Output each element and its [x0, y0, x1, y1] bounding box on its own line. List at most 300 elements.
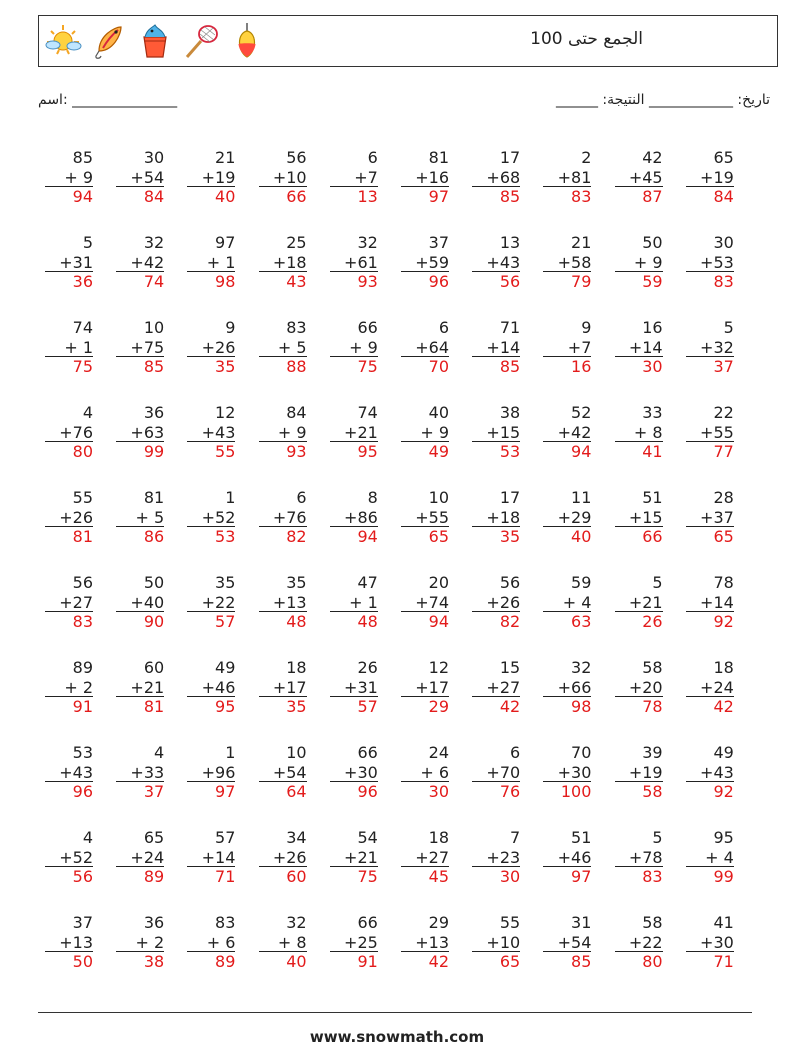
addition-problem — [543, 658, 591, 717]
answer: 77 — [713, 442, 734, 461]
second-addend: +33 — [116, 763, 164, 783]
second-addend: +18 — [259, 253, 307, 273]
student-info-row — [38, 92, 770, 112]
addition-problem — [187, 573, 235, 632]
answer: 84 — [143, 187, 165, 206]
second-addend: + 5 — [116, 508, 164, 528]
answer: 48 — [357, 612, 378, 631]
second-addend: +14 — [686, 593, 734, 613]
answer: 85 — [499, 357, 521, 376]
second-addend: +26 — [187, 338, 235, 358]
addition-problem — [330, 403, 378, 462]
addition-problem — [543, 488, 591, 547]
answer: 96 — [72, 782, 93, 801]
first-addend: 12 — [428, 658, 449, 677]
answer: 81 — [72, 527, 93, 546]
first-addend: 6 — [510, 743, 521, 762]
answer: 50 — [72, 952, 93, 971]
first-addend: 58 — [642, 913, 663, 932]
addition-problem — [615, 318, 663, 377]
answer: 97 — [215, 782, 236, 801]
first-addend: 4 — [82, 828, 93, 847]
second-addend: +43 — [187, 423, 235, 443]
first-addend: 6 — [296, 488, 307, 507]
answer: 91 — [72, 697, 93, 716]
second-addend: +15 — [472, 423, 520, 443]
second-addend: + 1 — [187, 253, 235, 273]
addition-problem — [187, 828, 235, 887]
answer: 96 — [428, 272, 449, 291]
second-addend: +30 — [686, 933, 734, 953]
answer: 59 — [642, 272, 663, 291]
first-addend: 66 — [357, 913, 378, 932]
first-addend: 4 — [82, 403, 93, 422]
answer: 85 — [143, 357, 165, 376]
second-addend: + 6 — [401, 763, 449, 783]
answer: 99 — [143, 442, 165, 461]
second-addend: +52 — [187, 508, 235, 528]
answer: 42 — [499, 697, 521, 716]
answer: 49 — [428, 442, 449, 461]
second-addend: +66 — [543, 678, 591, 698]
second-addend: +81 — [543, 168, 591, 188]
second-addend: +17 — [401, 678, 449, 698]
answer: 94 — [72, 187, 93, 206]
first-addend: 38 — [499, 403, 521, 422]
answer: 79 — [571, 272, 592, 291]
second-addend: + 9 — [45, 168, 93, 188]
addition-problem — [472, 233, 520, 292]
second-addend: +27 — [401, 848, 449, 868]
second-addend: +76 — [259, 508, 307, 528]
addition-problem — [543, 743, 591, 802]
second-addend: +30 — [543, 763, 591, 783]
second-addend: + 5 — [259, 338, 307, 358]
first-addend: 89 — [72, 658, 93, 677]
addition-problem — [45, 233, 93, 292]
addition-problem — [401, 743, 449, 802]
answer: 80 — [642, 952, 663, 971]
addition-problem — [543, 233, 591, 292]
answer: 48 — [286, 612, 307, 631]
addition-problem — [187, 913, 235, 972]
answer: 92 — [713, 782, 734, 801]
addition-problem — [116, 743, 164, 802]
second-addend: +70 — [472, 763, 520, 783]
addition-problem — [259, 828, 307, 887]
addition-problem — [330, 148, 378, 207]
first-addend: 32 — [286, 913, 307, 932]
first-addend: 25 — [286, 233, 307, 252]
answer: 83 — [713, 272, 734, 291]
first-addend: 35 — [286, 573, 307, 592]
second-addend: +74 — [401, 593, 449, 613]
second-addend: +61 — [330, 253, 378, 273]
addition-problem — [259, 233, 307, 292]
second-addend: +13 — [401, 933, 449, 953]
addition-problem — [116, 658, 164, 717]
first-addend: 32 — [143, 233, 165, 252]
answer: 42 — [713, 697, 734, 716]
first-addend: 74 — [72, 318, 93, 337]
second-addend: +13 — [45, 933, 93, 953]
second-addend: +59 — [401, 253, 449, 273]
first-addend: 58 — [642, 658, 663, 677]
first-addend: 52 — [571, 403, 592, 422]
addition-problem — [259, 658, 307, 717]
first-addend: 30 — [143, 148, 165, 167]
addition-problem — [116, 403, 164, 462]
answer: 66 — [642, 527, 663, 546]
addition-problem — [330, 743, 378, 802]
first-addend: 56 — [72, 573, 93, 592]
answer: 58 — [642, 782, 663, 801]
first-addend: 28 — [713, 488, 734, 507]
first-addend: 57 — [215, 828, 236, 847]
answer: 35 — [286, 697, 307, 716]
addition-problem — [330, 828, 378, 887]
answer: 83 — [571, 187, 592, 206]
answer: 98 — [571, 697, 592, 716]
answer: 83 — [642, 867, 663, 886]
first-addend: 30 — [713, 233, 734, 252]
first-addend: 26 — [357, 658, 378, 677]
answer: 97 — [571, 867, 592, 886]
answer: 35 — [499, 527, 521, 546]
first-addend: 5 — [82, 233, 93, 252]
addition-problem — [401, 573, 449, 632]
second-addend: + 4 — [686, 848, 734, 868]
second-addend: +21 — [615, 593, 663, 613]
header-icons — [43, 19, 267, 63]
answer: 36 — [72, 272, 93, 291]
addition-problem — [615, 488, 663, 547]
addition-problem — [472, 403, 520, 462]
addition-problem — [615, 743, 663, 802]
answer: 70 — [428, 357, 449, 376]
second-addend: +26 — [259, 848, 307, 868]
first-addend: 11 — [571, 488, 592, 507]
addition-problem — [543, 828, 591, 887]
second-addend: + 1 — [330, 593, 378, 613]
first-addend: 97 — [215, 233, 236, 252]
second-addend: +43 — [45, 763, 93, 783]
addition-problem — [686, 318, 734, 377]
first-addend: 1 — [225, 743, 236, 762]
second-addend: +7 — [330, 168, 378, 188]
addition-problem — [330, 318, 378, 377]
first-addend: 54 — [357, 828, 378, 847]
addition-problem — [187, 318, 235, 377]
addition-problem — [116, 913, 164, 972]
first-addend: 29 — [428, 913, 449, 932]
first-addend: 8 — [367, 488, 378, 507]
answer: 65 — [499, 952, 521, 971]
addition-problem — [401, 913, 449, 972]
second-addend: +20 — [615, 678, 663, 698]
first-addend: 74 — [357, 403, 378, 422]
first-addend: 5 — [723, 318, 734, 337]
first-addend: 40 — [428, 403, 449, 422]
addition-problem — [259, 913, 307, 972]
second-addend: +54 — [543, 933, 591, 953]
addition-problem — [472, 913, 520, 972]
addition-problem — [615, 913, 663, 972]
addition-problem — [686, 148, 734, 207]
addition-problem — [330, 658, 378, 717]
footer-divider — [38, 1012, 752, 1013]
second-addend: +22 — [615, 933, 663, 953]
first-addend: 49 — [215, 658, 236, 677]
addition-problem — [472, 743, 520, 802]
first-addend: 10 — [143, 318, 165, 337]
addition-problem — [543, 148, 591, 207]
second-addend: +58 — [543, 253, 591, 273]
first-addend: 18 — [286, 658, 307, 677]
worksheet-header — [38, 15, 778, 67]
answer: 30 — [428, 782, 449, 801]
addition-problem — [259, 743, 307, 802]
first-addend: 47 — [357, 573, 378, 592]
answer: 35 — [215, 357, 236, 376]
second-addend: + 2 — [45, 678, 93, 698]
first-addend: 66 — [357, 743, 378, 762]
second-addend: +19 — [686, 168, 734, 188]
addition-problem — [686, 743, 734, 802]
answer: 82 — [499, 612, 521, 631]
second-addend: + 6 — [187, 933, 235, 953]
second-addend: +26 — [45, 508, 93, 528]
first-addend: 4 — [154, 743, 165, 762]
second-addend: +64 — [401, 338, 449, 358]
addition-problem — [401, 318, 449, 377]
answer: 81 — [143, 697, 165, 716]
addition-problem — [686, 488, 734, 547]
addition-problem — [259, 148, 307, 207]
answer: 90 — [143, 612, 165, 631]
second-addend: +32 — [686, 338, 734, 358]
first-addend: 55 — [72, 488, 93, 507]
second-addend: +63 — [116, 423, 164, 443]
first-addend: 60 — [143, 658, 165, 677]
second-addend: +45 — [615, 168, 663, 188]
answer: 43 — [286, 272, 307, 291]
addition-problem — [686, 828, 734, 887]
addition-problem — [686, 233, 734, 292]
first-addend: 6 — [367, 148, 378, 167]
first-addend: 5 — [652, 828, 663, 847]
second-addend: +27 — [472, 678, 520, 698]
second-addend: +53 — [686, 253, 734, 273]
answer: 40 — [286, 952, 307, 971]
addition-problem — [686, 913, 734, 972]
first-addend: 17 — [499, 488, 521, 507]
addition-problem — [45, 148, 93, 207]
answer: 85 — [499, 187, 521, 206]
second-addend: +21 — [116, 678, 164, 698]
addition-problem — [187, 403, 235, 462]
addition-problem — [543, 318, 591, 377]
second-addend: +19 — [615, 763, 663, 783]
first-addend: 85 — [72, 148, 93, 167]
addition-problem — [472, 573, 520, 632]
answer: 16 — [571, 357, 592, 376]
answer: 71 — [713, 952, 734, 971]
second-addend: +52 — [45, 848, 93, 868]
addition-problem — [116, 318, 164, 377]
second-addend: +7 — [543, 338, 591, 358]
second-addend: +18 — [472, 508, 520, 528]
answer: 89 — [215, 952, 236, 971]
first-addend: 10 — [428, 488, 449, 507]
second-addend: + 9 — [330, 338, 378, 358]
first-addend: 53 — [72, 743, 93, 762]
addition-problem — [45, 403, 93, 462]
answer: 53 — [499, 442, 521, 461]
first-addend: 41 — [713, 913, 734, 932]
answer: 60 — [286, 867, 307, 886]
second-addend: +10 — [472, 933, 520, 953]
answer: 95 — [215, 697, 236, 716]
second-addend: +43 — [686, 763, 734, 783]
second-addend: +14 — [472, 338, 520, 358]
answer: 37 — [143, 782, 165, 801]
answer: 26 — [642, 612, 663, 631]
second-addend: +55 — [401, 508, 449, 528]
answer: 63 — [571, 612, 592, 631]
answer: 55 — [215, 442, 236, 461]
answer: 94 — [357, 527, 378, 546]
first-addend: 17 — [499, 148, 521, 167]
addition-problem — [615, 403, 663, 462]
answer: 64 — [286, 782, 307, 801]
addition-problem — [45, 743, 93, 802]
addition-problem — [45, 318, 93, 377]
first-addend: 83 — [215, 913, 236, 932]
answer: 88 — [286, 357, 307, 376]
addition-problem — [116, 488, 164, 547]
second-addend: +24 — [116, 848, 164, 868]
second-addend: + 9 — [401, 423, 449, 443]
addition-problem — [472, 828, 520, 887]
addition-problem — [116, 828, 164, 887]
addition-problem — [686, 658, 734, 717]
addition-problem — [615, 658, 663, 717]
answer: 80 — [72, 442, 93, 461]
answer: 87 — [642, 187, 663, 206]
first-addend: 56 — [499, 573, 521, 592]
answer: 78 — [642, 697, 663, 716]
addition-problem — [472, 658, 520, 717]
second-addend: +75 — [116, 338, 164, 358]
second-addend: + 9 — [615, 253, 663, 273]
first-addend: 50 — [642, 233, 663, 252]
second-addend: +54 — [259, 763, 307, 783]
first-addend: 70 — [571, 743, 592, 762]
first-addend: 66 — [357, 318, 378, 337]
addition-problem — [543, 403, 591, 462]
answer: 65 — [428, 527, 449, 546]
first-addend: 12 — [215, 403, 236, 422]
first-addend: 37 — [428, 233, 449, 252]
answer: 38 — [143, 952, 165, 971]
second-addend: +78 — [615, 848, 663, 868]
first-addend: 10 — [286, 743, 307, 762]
answer: 75 — [357, 867, 378, 886]
answer: 74 — [143, 272, 165, 291]
addition-problem — [187, 488, 235, 547]
second-addend: +10 — [259, 168, 307, 188]
answer: 57 — [215, 612, 236, 631]
addition-problem — [401, 403, 449, 462]
second-addend: +54 — [116, 168, 164, 188]
fishing-float-icon — [227, 21, 267, 61]
first-addend: 42 — [642, 148, 663, 167]
addition-problem — [187, 233, 235, 292]
second-addend: +29 — [543, 508, 591, 528]
first-addend: 21 — [571, 233, 592, 252]
addition-problem — [472, 148, 520, 207]
second-addend: +13 — [259, 593, 307, 613]
answer: 99 — [713, 867, 734, 886]
answer: 95 — [357, 442, 378, 461]
name-field-label: اسم: _______________ — [38, 92, 178, 108]
answer: 98 — [215, 272, 236, 291]
second-addend: +68 — [472, 168, 520, 188]
first-addend: 65 — [143, 828, 165, 847]
second-addend: +46 — [187, 678, 235, 698]
answer: 45 — [428, 867, 449, 886]
second-addend: +14 — [187, 848, 235, 868]
second-addend: +42 — [116, 253, 164, 273]
second-addend: +26 — [472, 593, 520, 613]
date-score-field-label: ______ :تاريخ: ____________ النتيجة — [555, 92, 770, 108]
first-addend: 36 — [143, 403, 165, 422]
addition-problem — [330, 573, 378, 632]
answer: 94 — [428, 612, 449, 631]
addition-problem — [259, 318, 307, 377]
addition-problem — [686, 403, 734, 462]
addition-problem — [45, 573, 93, 632]
first-addend: 33 — [642, 403, 663, 422]
addition-problem — [187, 743, 235, 802]
answer: 65 — [713, 527, 734, 546]
answer: 13 — [357, 187, 378, 206]
first-addend: 81 — [143, 488, 165, 507]
addition-problem — [543, 913, 591, 972]
first-addend: 5 — [652, 573, 663, 592]
answer: 82 — [286, 527, 307, 546]
answer: 40 — [571, 527, 592, 546]
second-addend: +31 — [45, 253, 93, 273]
answer: 29 — [428, 697, 449, 716]
addition-problem — [472, 488, 520, 547]
addition-problem — [401, 148, 449, 207]
first-addend: 56 — [286, 148, 307, 167]
second-addend: +43 — [472, 253, 520, 273]
addition-problem — [615, 573, 663, 632]
first-addend: 18 — [713, 658, 734, 677]
first-addend: 39 — [642, 743, 663, 762]
addition-problem — [259, 403, 307, 462]
second-addend: +17 — [259, 678, 307, 698]
answer: 91 — [357, 952, 378, 971]
addition-problem — [116, 148, 164, 207]
first-addend: 84 — [286, 403, 307, 422]
addition-problem — [330, 913, 378, 972]
second-addend: +24 — [686, 678, 734, 698]
answer: 41 — [642, 442, 663, 461]
